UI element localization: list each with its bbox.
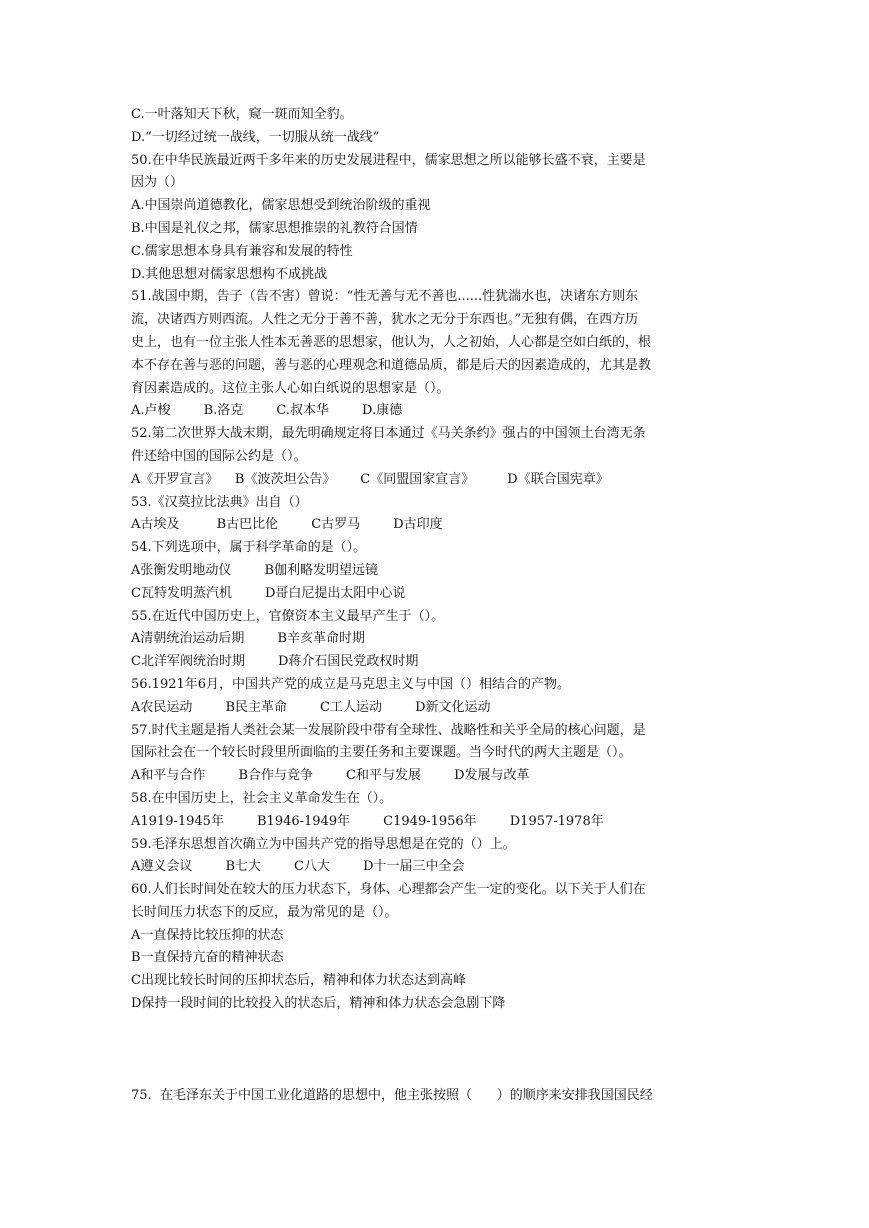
question-58-stem: 58.在中国历史上，社会主义革命发生在（）。 (131, 790, 393, 806)
text-line: 国际社会在一个较长时段里所面临的主要任务和主要课题。当今时代的两大主题是（）。 (131, 745, 632, 761)
question-50-option-a: A.中国崇尚道德教化，儒家思想受到统治阶级的重视 (131, 198, 431, 214)
text-line: 史上，也有一位主张人性本无善恶的思想家，他认为，人之初始，人心都是空如白纸的，根 (131, 334, 652, 350)
text-line: 流，决诸西方则西流。人性之无分于善不善，犹水之无分于东西也。”无独有偶，在西方历 (131, 312, 639, 328)
question-52-options: A《开罗宣言》 B《波茨坦公告》 C《同盟国家宣言》 D《联合国宪章》 (131, 471, 609, 487)
question-75-stem: 75. 在毛泽东关于中国工业化道路的思想中，他主张按照（ ）的顺序来安排我国国民经 (131, 1088, 653, 1103)
question-51-options: A.卢梭 B.洛克 C.叔本华 D.康德 (131, 403, 403, 419)
question-50-option-d: D.其他思想对儒家思想构不成挑战 (131, 266, 328, 282)
question-60-option-a: A一直保持比较压抑的状态 (131, 927, 284, 943)
question-52-stem: 52.第二次世界大战末期，最先明确规定将日本通过《马关条约》强占的中国领土台湾无条 (131, 426, 646, 442)
text-line: 长时间压力状态下的反应，最为常见的是（）。 (131, 904, 398, 920)
question-53-stem: 53.《汉莫拉比法典》出自（） (131, 494, 308, 510)
question-55-stem: 55.在近代中国历史上，官僚资本主义最早产生于（）。 (131, 608, 445, 624)
question-53-options: A古埃及 B古巴比伦 C古罗马 D古印度 (131, 517, 443, 533)
question-55-options-cd: C北洋军阀统治时期 D蒋介石国民党政权时期 (131, 654, 419, 670)
question-60-option-c: C出现比较长时间的压抑状态后，精神和体力状态达到高峰 (131, 973, 466, 989)
question-60-stem: 60.人们长时间处在较大的压力状态下，身体、心理都会产生一定的变化。以下关于人们在 (131, 882, 646, 898)
question-59-stem: 59.毛泽东思想首次确立为中国共产党的指导思想是在党的（）上。 (131, 836, 516, 852)
text-line: 本不存在善与恶的问题，善与恶的心理观念和道德品质，都是后天的因素造成的，尤其是教 (131, 357, 652, 373)
question-59-options: A遵义会议 B七大 C八大 D十一届三中全会 (131, 859, 465, 875)
text-line: D.“一切经过统一战线，一切服从统一战线” (131, 129, 380, 145)
text-line: 育因素造成的。这位主张人心如白纸说的思想家是（）。 (131, 380, 450, 396)
question-57-stem: 57.时代主题是指人类社会某一发展阶段中带有全球性、战略性和关乎全局的核心问题，是 (131, 722, 646, 738)
question-56-stem: 56.1921年6月，中国共产党的成立是马克思主义与中国（）相结合的产物。 (131, 676, 571, 692)
question-50-stem: 50.在中华民族最近两千多年来的历史发展进程中，儒家思想之所以能够长盛不衰，主要是 (131, 152, 646, 168)
question-56-options: A农民运动 B民主革命 C工人运动 D新文化运动 (131, 699, 491, 715)
question-60-option-d: D保持一段时间的比较投入的状态后，精神和体力状态会急剧下降 (131, 996, 506, 1012)
question-54-options-cd: C瓦特发明蒸汽机 D哥白尼提出太阳中心说 (131, 585, 406, 601)
question-60-option-b: B一直保持亢奋的精神状态 (131, 950, 284, 966)
text-line: C.一叶落知天下秋，窥一斑而知全豹。 (131, 107, 353, 122)
question-text-block (131, 104, 743, 1016)
text-line: 因为（） (131, 175, 184, 191)
question-50-option-c: C.儒家思想本身具有兼容和发展的特性 (131, 243, 353, 259)
question-54-stem: 54.下列选项中，属于科学革命的是（）。 (131, 540, 367, 556)
text-line: 件还给中国的国际公约是（）。 (131, 448, 307, 464)
question-54-options-ab: A张衡发明地动仪 B伽利略发明望远镜 (131, 562, 379, 578)
question-55-options-ab: A清朝统治运动后期 B辛亥革命时期 (131, 631, 366, 647)
question-51-stem: 51.战国中期，告子（告不害）曾说：“性无善与无不善也......性犹湍水也，决诸东方则东 (131, 289, 639, 305)
question-58-options: A1919-1945年 B1946-1949年 C1949-1956年 D1957-1978年 (131, 813, 604, 829)
question-50-option-b: B.中国是礼仪之邦，儒家思想推崇的礼教符合国情 (131, 220, 418, 236)
question-57-options: A和平与合作 B合作与竞争 C和平与发展 D发展与改革 (131, 768, 530, 784)
